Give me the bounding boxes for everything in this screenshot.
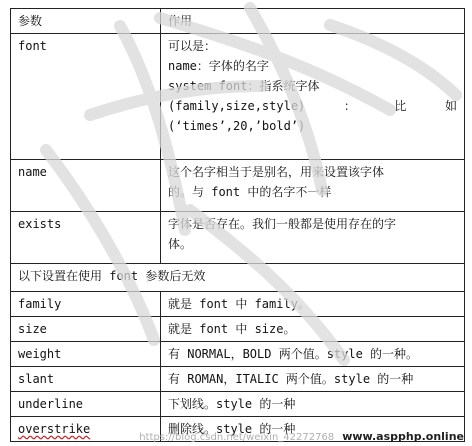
exists-desc-line-2: 体。 [168,237,193,251]
usage-name [161,160,465,212]
param-weight: weight [11,342,161,367]
param-size: size [11,317,161,342]
font-desc-line-4-ru: 如 [444,99,457,113]
table-row-font [11,34,465,160]
param-slant: slant [11,367,161,392]
usage-family: 就是 font 中 family。 [161,292,465,317]
footer-watermark [139,430,464,443]
param-column-header: 参数 [11,9,161,34]
table-row-weight [11,342,465,367]
param-font: font [11,34,161,160]
table-row-exists [11,212,465,264]
font-desc-line-4-left: (family,size,style) [168,99,306,113]
usage-slant: 有 ROMAN，ITALIC 两个值。style 的一种 [161,367,465,392]
font-desc-line-1: 可以是： [168,39,217,53]
usage-exists [161,212,465,264]
table-row-slant [11,367,465,392]
font-parameter-table [10,8,465,442]
font-desc-line-3: system font：指系统字体 [168,79,320,93]
name-desc-line-2: 的。与 font 中的名字不一样 [168,185,332,199]
table-row-size [11,317,465,342]
table-section-row [11,264,465,292]
param-family: family [11,292,161,317]
table-row-underline [11,392,465,417]
font-desc-line-4-bi: 比 [394,99,407,113]
param-underline: underline [11,392,161,417]
usage-weight: 有 NORMAL，BOLD 两个值。style 的一种。 [161,342,465,367]
usage-overstrike: 删除线。style 的一种 [161,417,465,442]
csdn-watermark-url: https://blog.csdn.net/weixin_42272768 [139,432,335,443]
font-desc-line-4 [168,96,457,116]
name-desc-line-1: 这个名字相当于是别名，用来设置该字体 [168,165,385,179]
usage-underline: 下划线。style 的一种 [161,392,465,417]
param-overstrike-text: overstrike [18,422,91,436]
table-row-family [11,292,465,317]
param-exists: exists [11,212,161,264]
site-watermark: www.aspphp.online [342,430,464,443]
param-overstrike [11,417,161,442]
font-desc-line-2: name：字体的名字 [168,59,269,73]
font-desc-line-4-colon: ： [343,99,356,113]
section-title: 以下设置在使用 font 参数后无效 [11,264,465,292]
exists-desc-line-1: 字体是否存在。我们一般都是使用存在的字 [168,217,397,231]
table-header-row [11,9,465,34]
param-name: name [11,160,161,212]
font-desc-line-5: (‘times’,20,’bold’) [168,119,306,133]
usage-column-header: 作用 [161,9,465,34]
usage-font [161,34,465,160]
table-row-name [11,160,465,212]
usage-size: 就是 font 中 size。 [161,317,465,342]
